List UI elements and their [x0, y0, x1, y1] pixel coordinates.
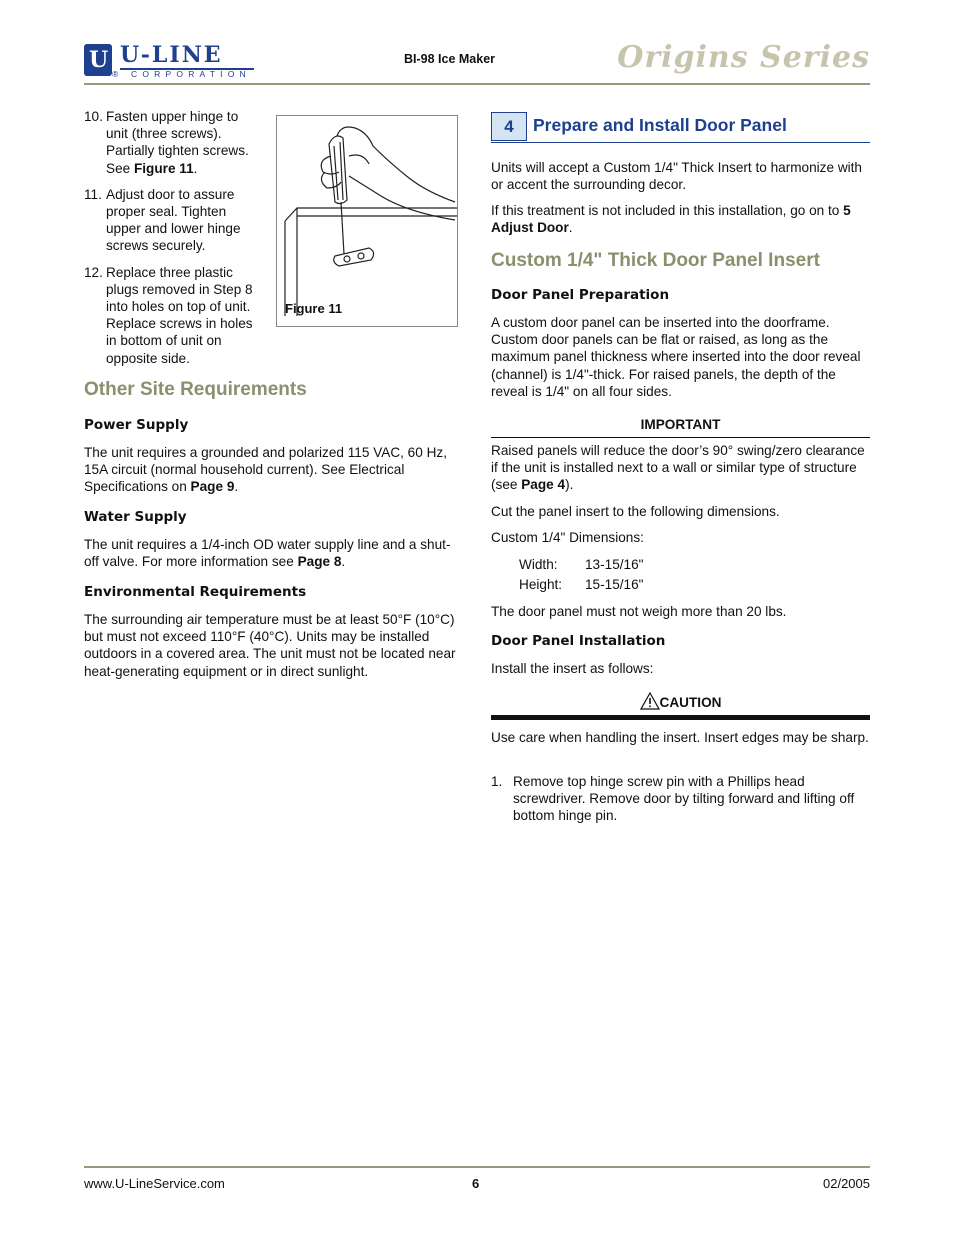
logo-name: U-LINE: [120, 42, 223, 68]
intro-paragraph: Units will accept a Custom 1/4" Thick Insert to harmonize with or accent the surrounding decor.: [491, 160, 862, 193]
series-title: Origins Series: [617, 40, 870, 75]
hinge-steps-list: [84, 108, 262, 376]
environmental-requirements-text: The surrounding air temperature must be at least 50°F (10°C) but must not exceed 110°F (40°C). Units may be installed outdoors in a covered area. The unit must not be located near heat-generating equipment or in direct sunlight.: [84, 612, 456, 679]
important-label: IMPORTANT: [640, 417, 721, 432]
step-reference: 5 Adjust Door: [491, 203, 851, 236]
door-panel-installation-heading: Door Panel Installation: [491, 633, 666, 649]
step-number-badge: 4: [491, 112, 527, 141]
preparation-text: A custom door panel can be inserted into the doorframe. Custom door panels can be flat or raised, as long as the maximum panel thickness where inserted into the door reveal (channel) is 1/4"-thick. For raised panels, the depth of the reveal is 1/4" on all four sides.: [491, 315, 861, 399]
skip-paragraph: If this treatment is not included in this installation, go on to 5 Adjust Door.: [491, 203, 851, 236]
installation-step-1: 1. Remove top hinge screw pin with a Phillips head screwdriver. Remove door by tilting forward and lifting off bottom hinge pin.: [491, 774, 855, 824]
company-logo: [84, 44, 256, 78]
important-text: Raised panels will reduce the door’s 90° swing/zero clearance if the unit is installed next to a wall or similar type of structure (see Page 4).: [491, 443, 865, 493]
caution-label: CAUTION: [659, 695, 722, 710]
caution-text: Use care when handling the insert. Insert edges may be sharp.: [491, 730, 869, 745]
power-supply-heading: Power Supply: [84, 417, 189, 433]
logo-mark: U: [84, 44, 112, 76]
width-dimension: Width: 13-15/16": [519, 557, 644, 572]
page-reference: Page 4: [521, 477, 566, 493]
environmental-requirements-heading: Environmental Requirements: [84, 584, 307, 600]
height-dimension: Height: 15-15/16": [519, 577, 644, 592]
logo-corporation: ® CORPORATION: [112, 69, 251, 79]
install-intro: Install the insert as follows:: [491, 661, 654, 676]
list-item: 11. Adjust door to assure proper seal. Tighten upper and lower hinge screws securely.: [84, 186, 241, 254]
water-supply-heading: Water Supply: [84, 509, 187, 525]
figure-caption: Figure 11: [285, 301, 343, 316]
page-reference: Page 9: [190, 479, 235, 495]
document-title: BI-98 Ice Maker: [404, 52, 496, 66]
list-item: 12. Replace three plastic plugs removed in Step 8 into holes on top of unit. Replace screws in holes in bottom of unit on opposite side.: [84, 264, 253, 366]
header-rule: [84, 83, 870, 85]
dimensions-label: Custom 1/4" Dimensions:: [491, 530, 644, 545]
weight-limit-text: The door panel must not weigh more than 20 lbs.: [491, 604, 787, 619]
step-title: Prepare and Install Door Panel: [533, 115, 787, 135]
step-4-header: [491, 112, 870, 143]
custom-insert-heading: Custom 1/4" Thick Door Panel Insert: [491, 250, 820, 271]
screwdriver-illustration: [277, 116, 457, 326]
figure-11: [276, 115, 458, 327]
footer-date: 02/2005: [823, 1176, 870, 1191]
figure-reference: Figure 11: [133, 160, 194, 176]
list-item: 10. Fasten upper hinge to unit (three screws). Partially tighten screws. See Figure 11.: [84, 109, 249, 176]
caution-rule: [491, 715, 870, 720]
footer-rule: [84, 1166, 870, 1168]
page-number: 6: [472, 1176, 480, 1191]
water-supply-text: The unit requires a 1/4-inch OD water supply line and a shut-off valve. For more information see Page 8.: [84, 537, 451, 570]
important-rule: [491, 437, 870, 438]
door-panel-preparation-heading: Door Panel Preparation: [491, 287, 670, 303]
warning-triangle-icon: [640, 692, 660, 710]
other-site-requirements-heading: Other Site Requirements: [84, 379, 307, 400]
footer-website: www.U-LineService.com: [84, 1176, 225, 1191]
cut-instructions: Cut the panel insert to the following dimensions.: [491, 504, 780, 519]
page-reference: Page 8: [297, 554, 342, 570]
power-supply-text: The unit requires a grounded and polarized 115 VAC, 60 Hz, 15A circuit (normal household current). See Electrical Specifications on Page 9.: [84, 445, 447, 495]
caution-label-row: [491, 692, 870, 710]
